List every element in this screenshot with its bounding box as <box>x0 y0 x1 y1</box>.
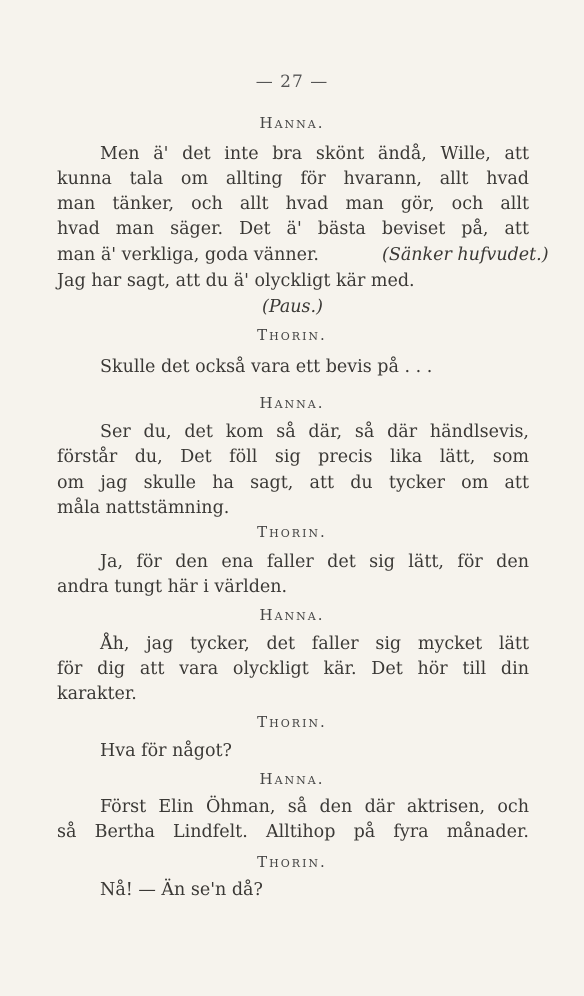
stage-direction: (Paus.) <box>262 297 323 317</box>
dialogue-line: Först Elin Öhman, så den där aktrisen, och <box>100 797 529 817</box>
speaker-name: Thorin. <box>257 853 327 871</box>
dialogue-line: måla nattstämning. <box>57 498 230 518</box>
dialogue-line: kunna tala om allting för hvarann, allt hvad <box>57 169 529 189</box>
speaker-name: Hanna. <box>259 394 325 412</box>
speaker-name: Hanna. <box>259 770 325 788</box>
page-number: — 27 — <box>255 72 329 92</box>
speaker-name: Thorin. <box>257 523 327 541</box>
speaker-name: Hanna. <box>259 606 325 624</box>
stage-direction: (Sänker hufvudet.) <box>382 245 549 265</box>
dialogue-line: Åh, jag tycker, det faller sig mycket lätt <box>100 634 529 654</box>
speaker-name: Hanna. <box>259 114 325 132</box>
dialogue-line: Men ä' det inte bra skönt ändå, Wille, att <box>100 144 529 164</box>
dialogue-line: förstår du, Det föll sig precis lika lätt, som <box>57 447 529 467</box>
speaker-name: Thorin. <box>257 326 327 344</box>
speaker-name: Thorin. <box>257 713 327 731</box>
dialogue-line: andra tungt här i världen. <box>57 577 288 597</box>
dialogue-line: karakter. <box>57 684 137 704</box>
dialogue-line: Jag har sagt, att du ä' olyckligt kär med. <box>57 271 415 291</box>
dialogue-line: Nå! — Än se'n då? <box>100 880 263 900</box>
dialogue-line: så Bertha Lindfelt. Alltihop på fyra månader. <box>57 822 529 842</box>
dialogue-line: Ja, för den ena faller det sig lätt, för den <box>100 552 529 572</box>
dialogue-line: om jag skulle ha sagt, att du tycker om att <box>57 473 529 493</box>
dialogue-line: Ser du, det kom så där, så där händlsevis, <box>100 422 529 442</box>
dialogue-line: man ä' verkliga, goda vänner. <box>57 245 319 265</box>
dialogue-line: man tänker, och allt hvad man gör, och allt <box>57 194 529 214</box>
dialogue-line: Skulle det också vara ett bevis på . . . <box>100 357 433 377</box>
dialogue-line: för dig att vara olyckligt kär. Det hör till din <box>57 659 529 679</box>
dialogue-line: Hva för något? <box>100 741 232 761</box>
dialogue-line: hvad man säger. Det ä' bästa beviset på, att <box>57 219 529 239</box>
